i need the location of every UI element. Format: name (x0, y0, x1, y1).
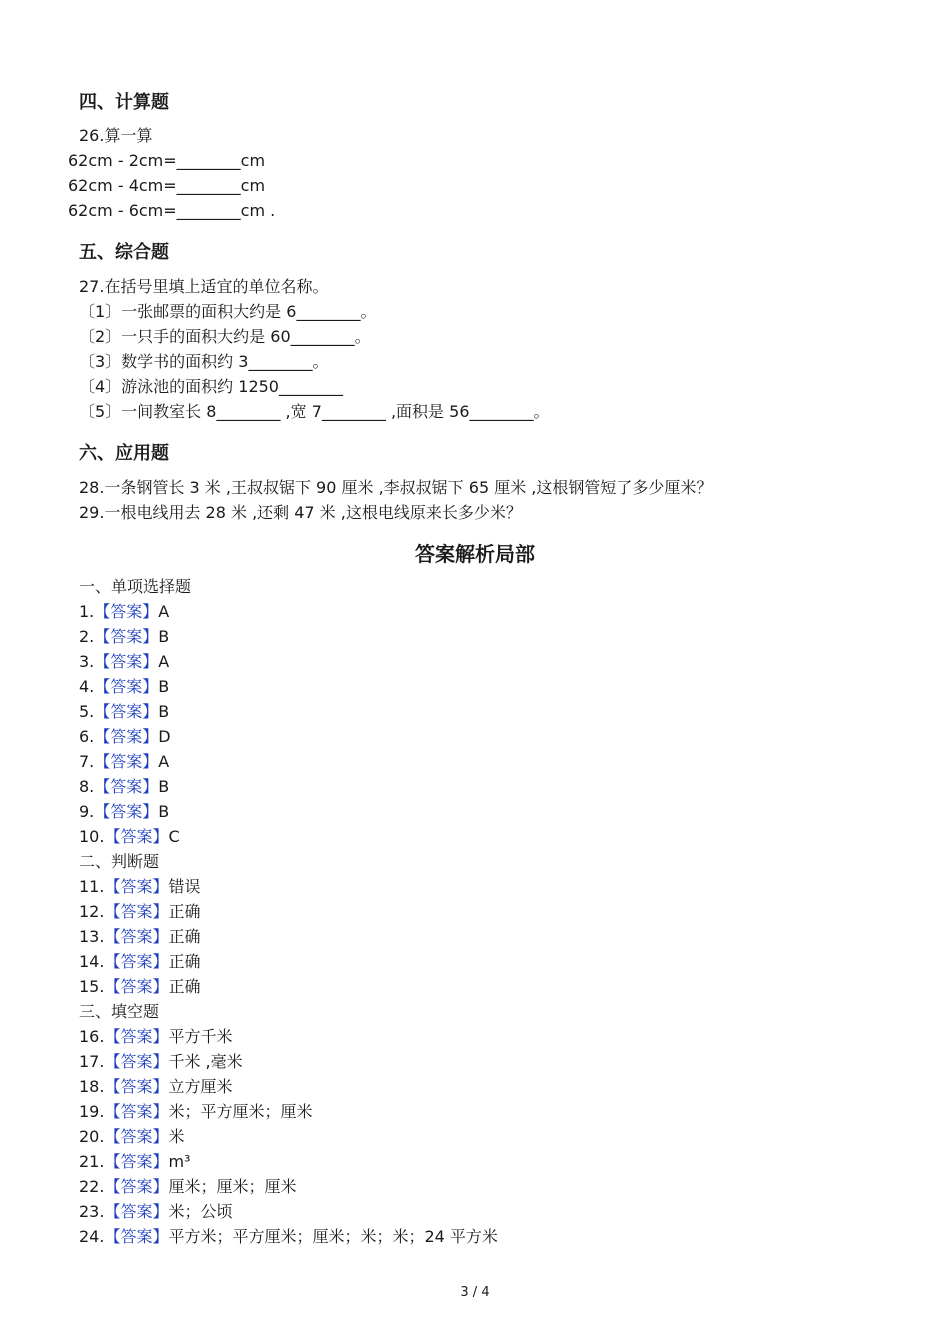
answer-value: 米；公顷 (168, 1202, 233, 1221)
answer-tag: 【答案】 (94, 802, 159, 821)
answer-group-label: 一、单项选择题 (79, 577, 192, 596)
answer-row (79, 727, 171, 747)
answer-tag: 【答案】 (104, 1052, 169, 1071)
answer-group-label: 二、判断题 (79, 852, 160, 871)
answer-number: 5. (79, 702, 95, 721)
answer-row (79, 827, 180, 847)
answer-value: 正确 (168, 927, 201, 946)
answer-row (79, 902, 200, 922)
answer-value: A (158, 752, 170, 771)
answer-number: 7. (79, 752, 95, 771)
answer-group-label: 三、填空题 (79, 1002, 160, 1021)
answer-value: 平方米；平方厘米；厘米；米；米；24 平方米 (168, 1227, 498, 1246)
answer-row (79, 1227, 498, 1247)
answer-row (79, 802, 169, 822)
question-27-title: 27.在括号里填上适宜的单位名称。 (79, 277, 329, 296)
answer-tag: 【答案】 (94, 602, 159, 621)
answer-number: 19. (79, 1102, 105, 1121)
answer-value: 厘米；厘米；厘米 (168, 1177, 297, 1196)
answer-number: 16. (79, 1027, 105, 1046)
answer-row (79, 1152, 190, 1172)
answer-tag: 【答案】 (104, 1102, 169, 1121)
answer-row (79, 702, 169, 722)
answer-value: 平方千米 (168, 1027, 233, 1046)
answer-number: 23. (79, 1202, 105, 1221)
section-heading-comprehensive: 五、综合题 (79, 242, 169, 263)
answer-row (79, 1177, 296, 1197)
answer-value: B (158, 777, 170, 796)
answer-tag: 【答案】 (94, 627, 159, 646)
answer-tag: 【答案】 (94, 702, 159, 721)
answer-number: 4. (79, 677, 95, 696)
answer-section-title: 答案解析局部 (415, 542, 535, 566)
section-heading-calculation: 四、计算题 (79, 92, 169, 113)
answer-tag: 【答案】 (104, 902, 169, 921)
answer-value: B (158, 627, 170, 646)
answer-row (79, 952, 200, 972)
answer-row (79, 677, 169, 697)
section-heading-application: 六、应用题 (79, 443, 169, 464)
question-26-line: 62cm - 2cm=________cm (68, 151, 266, 170)
answer-row (79, 1202, 232, 1222)
answer-value: 正确 (168, 902, 201, 921)
answer-row (79, 1077, 232, 1097)
answer-number: 1. (79, 602, 95, 621)
answer-tag: 【答案】 (94, 727, 159, 746)
question-27-item: 〔3〕数学书的面积约 3________。 (79, 352, 329, 371)
question-28: 28.一条钢管长 3 米 ,王叔叔锯下 90 厘米 ,李叔叔锯下 65 厘米 ,这根钢管短了多少厘米？ (79, 478, 713, 497)
answer-number: 6. (79, 727, 95, 746)
answer-tag: 【答案】 (104, 1077, 169, 1096)
answer-row (79, 777, 169, 797)
answer-row (79, 877, 200, 897)
answer-value: 立方厘米 (168, 1077, 233, 1096)
answer-row (79, 602, 169, 622)
answer-value: 错误 (168, 877, 201, 896)
answer-number: 9. (79, 802, 95, 821)
answer-value: A (158, 602, 170, 621)
answer-row (79, 977, 200, 997)
answer-value: B (158, 677, 170, 696)
answer-value: B (158, 802, 170, 821)
answer-value: m³ (168, 1152, 191, 1171)
answer-number: 11. (79, 877, 105, 896)
answer-value: D (158, 727, 171, 746)
answer-tag: 【答案】 (104, 827, 169, 846)
answer-number: 2. (79, 627, 95, 646)
answer-tag: 【答案】 (104, 1027, 169, 1046)
answer-number: 18. (79, 1077, 105, 1096)
answer-tag: 【答案】 (104, 1152, 169, 1171)
question-27-item: 〔4〕游泳池的面积约 1250________ (79, 377, 343, 396)
answer-number: 17. (79, 1052, 105, 1071)
answer-tag: 【答案】 (104, 1202, 169, 1221)
question-27-item: 〔1〕一张邮票的面积大约是 6________。 (79, 302, 377, 321)
question-29: 29.一根电线用去 28 米 ,还剩 47 米 ,这根电线原来长多少米？ (79, 503, 522, 522)
answer-value: A (158, 652, 170, 671)
answer-tag: 【答案】 (104, 952, 169, 971)
answer-value: 米 (168, 1127, 185, 1146)
answer-number: 21. (79, 1152, 105, 1171)
answer-value: 正确 (168, 977, 201, 996)
page-number: 3 / 4 (460, 1285, 490, 1300)
answer-row (79, 752, 169, 772)
answer-number: 14. (79, 952, 105, 971)
answer-number: 10. (79, 827, 105, 846)
answer-number: 12. (79, 902, 105, 921)
answer-number: 20. (79, 1127, 105, 1146)
question-26-line: 62cm - 6cm=________cm . (68, 201, 276, 220)
answer-value: 米；平方厘米；厘米 (168, 1102, 313, 1121)
answer-number: 13. (79, 927, 105, 946)
answer-number: 24. (79, 1227, 105, 1246)
answer-tag: 【答案】 (104, 1227, 169, 1246)
answer-row (79, 1027, 232, 1047)
answer-tag: 【答案】 (104, 1177, 169, 1196)
answer-value: 正确 (168, 952, 201, 971)
answer-tag: 【答案】 (104, 1127, 169, 1146)
answer-number: 8. (79, 777, 95, 796)
answer-row (79, 927, 200, 947)
answer-row (79, 1052, 243, 1072)
answer-row (79, 1127, 184, 1147)
question-26-line: 62cm - 4cm=________cm (68, 176, 266, 195)
answer-value: C (168, 827, 180, 846)
answer-tag: 【答案】 (94, 652, 159, 671)
question-26-title: 26.算一算 (79, 126, 153, 145)
answer-value: B (158, 702, 170, 721)
answer-number: 15. (79, 977, 105, 996)
answer-value: 千米 ,毫米 (168, 1052, 243, 1071)
answer-number: 22. (79, 1177, 105, 1196)
answer-number: 3. (79, 652, 95, 671)
answer-row (79, 652, 169, 672)
answer-tag: 【答案】 (94, 677, 159, 696)
question-27-item: 〔2〕一只手的面积大约是 60________。 (79, 327, 371, 346)
question-27-item: 〔5〕一间教室长 8________ ,宽 7________ ,面积是 56________。 (79, 402, 550, 421)
answer-tag: 【答案】 (104, 927, 169, 946)
answer-row (79, 1102, 312, 1122)
answer-tag: 【答案】 (94, 752, 159, 771)
answer-tag: 【答案】 (104, 977, 169, 996)
answer-tag: 【答案】 (104, 877, 169, 896)
answer-tag: 【答案】 (94, 777, 159, 796)
answer-row (79, 627, 169, 647)
